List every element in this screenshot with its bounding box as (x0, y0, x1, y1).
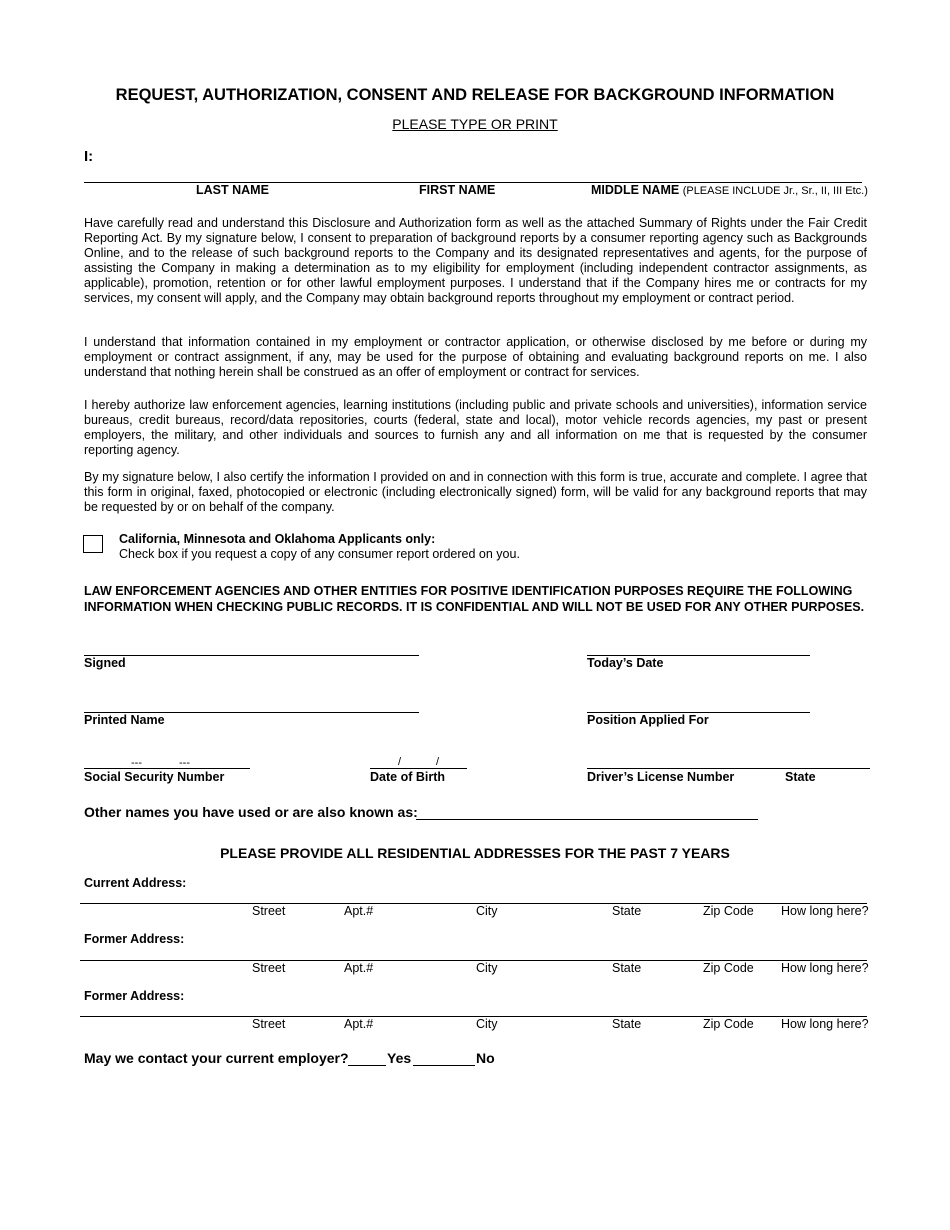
current-state-label: State (612, 904, 642, 918)
paragraph-disclosure: Have carefully read and understand this Disclosure and Authorization form as well as the attached Summary of Rights under the Fair Credit Reporting Act. By my signature below, I consent to preparation of background reports by a consumer reporting agency such as Backgrounds Online, and to the release of such background reports to the Company and its designated representatives and agents, for the purpose of assisting the Company in making a determination as to my eligibility for employment (including independent contractor assignments, as applicable), promotion, retention or for other lawful employment purposes. I understand that if the Company hires me or contracts for my services, my consent will apply, and the Company may obtain background reports throughout my employment or contract period. (84, 216, 867, 305)
middle-name-label-text: MIDDLE NAME (591, 183, 680, 197)
ssn-label: Social Security Number (84, 770, 225, 784)
ssn-line[interactable] (84, 768, 250, 769)
employer-contact-question: May we contact your current employer? (84, 1050, 349, 1066)
current-how-long-label: How long here? (781, 904, 869, 918)
employer-contact-yes-label: Yes (387, 1050, 412, 1066)
signed-line[interactable] (84, 655, 419, 656)
addresses-heading: PLEASE PROVIDE ALL RESIDENTIAL ADDRESSES FOR THE PAST 7 YEARS (220, 845, 730, 861)
former1-street-label: Street (252, 961, 286, 975)
former-address-label-2: Former Address: (84, 989, 185, 1003)
document-subtitle: PLEASE TYPE OR PRINT (392, 116, 558, 132)
paragraph-information-use: I understand that information contained in my employment or contractor application, or otherwise disclosed by me before or during my employment or contract assignment, if any, may be used for the purpose of obtaining and evaluating background reports on me. I also understand that nothing herein shall be construed as an offer of employment or contract for services. (84, 335, 867, 379)
position-applied-label: Position Applied For (587, 713, 709, 727)
former2-city-label: City (476, 1017, 498, 1031)
printed-name-label: Printed Name (84, 713, 165, 727)
employer-contact-yes-line[interactable] (348, 1065, 386, 1066)
i-label: I: (84, 148, 94, 165)
current-city-label: City (476, 904, 498, 918)
current-zip-label: Zip Code (703, 904, 754, 918)
first-name-label: FIRST NAME (419, 183, 496, 197)
other-names-label: Other names you have used or are also known as: (84, 804, 418, 820)
current-address-label: Current Address: (84, 876, 187, 890)
ssn-separator-1: --- (131, 757, 142, 769)
former1-how-long-label: How long here? (781, 961, 869, 975)
drivers-license-line[interactable] (587, 768, 870, 769)
last-name-label: LAST NAME (196, 183, 269, 197)
former2-apt-label: Apt.# (344, 1017, 374, 1031)
identification-notice: LAW ENFORCEMENT AGENCIES AND OTHER ENTITIES FOR POSITIVE IDENTIFICATION PURPOSES REQUIRE THE FOLLOWING INFORMATION WHEN CHECKING PUBLIC RECORDS. IT IS CONFIDENTIAL AND WILL NOT BE USED FOR ANY OTHER PURPOSES. (84, 584, 865, 614)
employer-contact-no-label: No (476, 1050, 495, 1066)
drivers-license-label: Driver’s License Number (587, 770, 735, 784)
former1-city-label: City (476, 961, 498, 975)
current-apt-label: Apt.# (344, 904, 374, 918)
checkbox-heading: California, Minnesota and Oklahoma Applicants only: (119, 532, 436, 546)
paragraph-authorization: I hereby authorize law enforcement agencies, learning institutions (including public and private schools and universities), information service bureaus, credit bureaus, record/data repositories, courts (federal, state and local), motor vehicle records agencies, my past or present employers, the military, and other individuals and sources to furnish any and all information on me that is requested by the consumer reporting agency. (84, 398, 867, 457)
other-names-line[interactable] (416, 819, 758, 820)
employer-contact-no-line[interactable] (413, 1065, 475, 1066)
dob-line[interactable] (370, 768, 467, 769)
signed-label: Signed (84, 656, 126, 670)
license-state-label: State (785, 770, 816, 784)
former2-zip-label: Zip Code (703, 1017, 754, 1031)
dob-label: Date of Birth (370, 770, 445, 784)
ssn-separator-2: --- (179, 757, 190, 769)
former1-apt-label: Apt.# (344, 961, 374, 975)
former2-state-label: State (612, 1017, 642, 1031)
dob-separator-1: / (398, 756, 402, 768)
document-title: REQUEST, AUTHORIZATION, CONSENT AND RELEASE FOR BACKGROUND INFORMATION (115, 86, 835, 104)
dob-separator-2: / (436, 756, 440, 768)
former1-zip-label: Zip Code (703, 961, 754, 975)
former2-street-label: Street (252, 1017, 286, 1031)
paragraph-certification: By my signature below, I also certify the information I provided on and in connection with this form is true, accurate and complete. I agree that this form in original, faxed, photocopied or electronic (including electronically signed) form, will be valid for any background reports that may be requested by or on behalf of the company. (84, 470, 867, 514)
middle-name-label (591, 183, 868, 197)
former2-how-long-label: How long here? (781, 1017, 869, 1031)
former-address-label-1: Former Address: (84, 932, 185, 946)
current-street-label: Street (252, 904, 286, 918)
todays-date-label: Today’s Date (587, 656, 664, 670)
checkbox-text: Check box if you request a copy of any consumer report ordered on you. (119, 547, 520, 561)
consumer-report-copy-checkbox[interactable] (83, 535, 103, 553)
middle-name-note: (PLEASE INCLUDE Jr., Sr., II, III Etc.) (682, 185, 868, 197)
former1-state-label: State (612, 961, 642, 975)
